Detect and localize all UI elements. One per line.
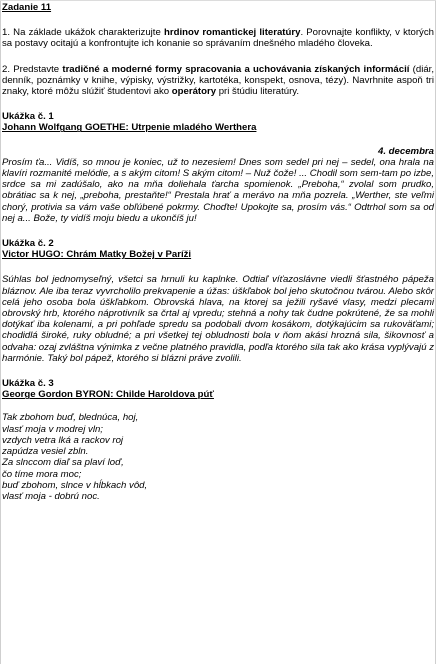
task-2-paragraph	[2, 64, 434, 98]
document-title: Zadanie 11	[2, 2, 52, 13]
excerpt-3-label: Ukážka č. 3	[2, 378, 54, 390]
document-content	[2, 2, 434, 502]
excerpt-1-label: Ukážka č. 1	[2, 111, 54, 123]
task-1-text-post: . Porovnajte konflikty, v ktorých sa postavy ocitajú a konfrontujte ich konanie so správaním dnešného mladého človeka.	[2, 27, 434, 50]
poem-line: čo tíme mora moc;	[2, 468, 82, 480]
poem-line: Za slnccom diaľ sa plaví loď,	[2, 457, 124, 469]
excerpt-1-work-title: Johann Wolfgang GOETHE: Utrpenie mladého Werthera	[2, 122, 257, 134]
excerpt-2-work-title: Victor HUGO: Chrám Matky Božej v Paríži	[2, 249, 192, 261]
excerpt-1-date: 4. decembra	[378, 145, 434, 157]
page-border-top	[0, 0, 436, 1]
task-1-text-pre: 1. Na základe ukážok charakterizujte	[2, 27, 164, 39]
poem-line: vlasť moja v modrej vln;	[2, 423, 103, 435]
excerpt-2-text: Súhlas bol jednomyseľný, všetci sa hrnuli ku kaplnke. Odtiaľ víťazoslávne viedli šťastného pápeža bláznov. Ale iba teraz vyvrcholilo prekvapenie a úžas: úškľabok bol jeho skutočnou tvárou. Alebo skôr celá jeho osoba bola úškľabkom. Obrovská hlava, na ktorej sa ježili ryšavé vlasy, medzi plecami obrovský hrb, ktorého náprotivník sa črtal aj vpredu; stehná a nohy tak čudne pokrútené, že sa mohli dotýkať iba kolenami, a pri pohľade spredu sa podobali dvom kosákom, dotýkajúcim sa rukoväťami; chodidlá široké, ruky obludné; a pri všetkej tej obludnosti bola v ňom akási hrozná sila, šikovnosť a odvaha: ozaj zvláštna výnimka z večne platného pravidla, podľa ktorého sila tak ako krása vyplývajú z harmónie. Taký bol pápež, ktorého si blázni práve zvolili.	[2, 274, 434, 364]
poem-line: buď zbohom, slnce v hĺbkach vôd,	[2, 479, 148, 491]
task-2-text-bold-1: tradičné a moderné formy spracovania a uchovávania získaných informácií	[62, 63, 410, 75]
task-2-text-bold-2: operátory	[171, 86, 217, 98]
task-1-paragraph	[2, 27, 434, 49]
page-border-left	[0, 0, 1, 664]
excerpt-2-label: Ukážka č. 2	[2, 238, 54, 250]
poem-line: Tak zbohom buď, blednúca, hoj,	[2, 412, 139, 424]
poem-line: vzdych vetra lká a rackov roj	[2, 434, 124, 446]
task-2-text-mid: (diár, denník, poznámky v knihe, výpisky, výstrižky, kartotéka, konspekt, osnova, tézy). Navrhnite aspoň tri znaky, ktoré môžu slúžiť študentovi ako	[2, 63, 434, 98]
excerpt-3-poem	[2, 412, 434, 502]
excerpt-3-work-title: George Gordon BYRON: Childe Haroldova púť	[2, 389, 214, 401]
task-1-text-bold: hrdinov romantickej literatúry	[164, 27, 301, 39]
task-2-text-post: pri štúdiu literatúry.	[216, 86, 300, 98]
task-2-text-pre: 2. Predstavte	[2, 63, 63, 75]
excerpt-1-text: Prosím ťa... Vidíš, so mnou je koniec, už to nezesiem! Dnes som sedel pri nej – sedel, ona hrala na klavíri rozmanité melódie, a s akým citom! S akým citom! – Nuž čože! ... Chodil som sem-tam po izbe, srdce sa mi zadúšalo, ako na mňa doliehala ťarcha spomienok. „Preboha,“ zvolal som prudko, obrátiac sa k nej, „preboha, prestaňte!“ Prestala hrať a merávo na mňa pozrela. „Werther, ste veľmi chorý, protivia sa vám vaše obľúbené pokrmy. Choďte! Upokojte sa, prosím vás.“ Odtrhol som sa od nej a... Bože, ty vidíš moju biedu a ukončíš ju!	[2, 156, 434, 224]
poem-line: vlasť moja - dobrú noc.	[2, 490, 100, 502]
poem-line: zapúdza vesiel zbln.	[2, 446, 89, 458]
